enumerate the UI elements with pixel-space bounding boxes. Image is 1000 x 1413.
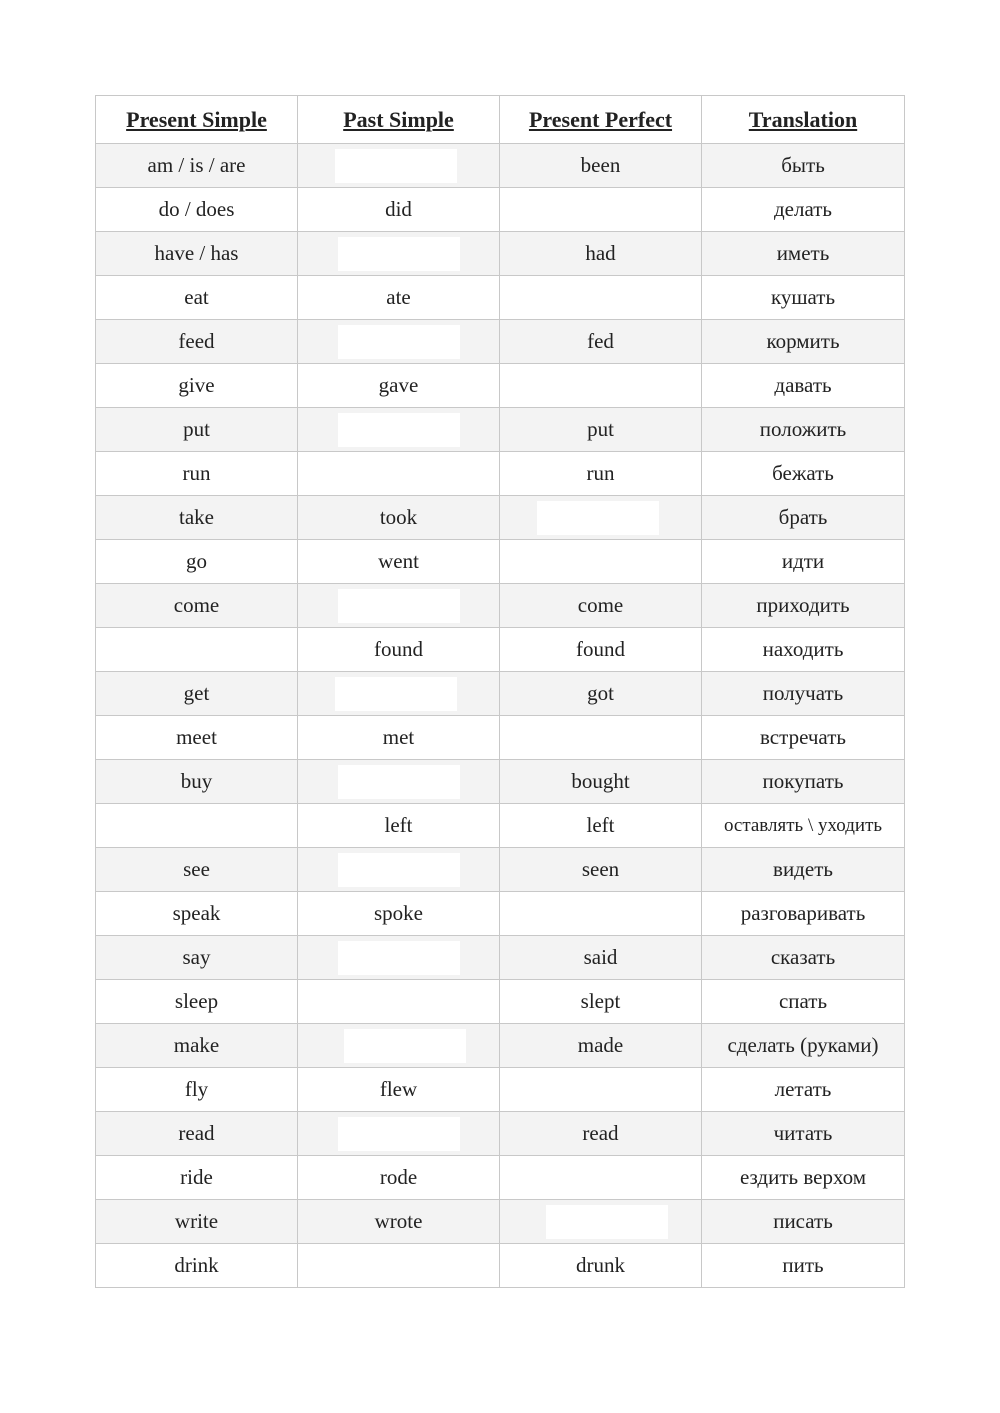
past-simple-cell[interactable] [298, 584, 500, 628]
header-past-simple: Past Simple [298, 96, 500, 144]
past-simple-cell [298, 628, 500, 672]
perfect-text: found [576, 637, 625, 661]
present-simple-cell [96, 672, 298, 716]
present-simple-cell [96, 364, 298, 408]
answer-input[interactable] [537, 501, 659, 535]
past-simple-cell [298, 1200, 500, 1244]
present-simple-cell [96, 1112, 298, 1156]
present-perfect-cell [500, 1024, 702, 1068]
table-row [96, 1244, 905, 1288]
past-text: left [384, 813, 413, 837]
answer-input[interactable] [546, 1205, 668, 1239]
table-row [96, 1024, 905, 1068]
header-translation: Translation [702, 96, 905, 144]
perfect-text: put [587, 417, 614, 441]
header-present-perfect: Present Perfect [500, 96, 702, 144]
translation-cell [702, 188, 905, 232]
translation-cell [702, 276, 905, 320]
translation-text: бежать [772, 461, 834, 485]
present-text: put [183, 417, 210, 441]
present-text: meet [176, 725, 217, 749]
present-text: drink [174, 1253, 219, 1277]
translation-cell [702, 1024, 905, 1068]
present-perfect-cell [500, 716, 702, 760]
translation-text: писать [773, 1209, 833, 1233]
past-simple-cell[interactable] [298, 848, 500, 892]
translation-cell [702, 936, 905, 980]
present-simple-cell [96, 584, 298, 628]
answer-input[interactable] [335, 149, 457, 183]
translation-cell [702, 1200, 905, 1244]
past-text: went [378, 549, 419, 573]
present-perfect-cell [500, 232, 702, 276]
present-simple-cell [96, 188, 298, 232]
past-simple-cell[interactable] [298, 144, 500, 188]
answer-input[interactable] [338, 765, 460, 799]
table-row [96, 408, 905, 452]
present-text: say [182, 945, 211, 969]
table-row [96, 1156, 905, 1200]
present-text: go [186, 549, 207, 573]
answer-input[interactable] [344, 1029, 466, 1063]
translation-text: быть [781, 153, 825, 177]
translation-cell [702, 364, 905, 408]
past-simple-cell[interactable] [298, 1024, 500, 1068]
past-simple-cell [298, 892, 500, 936]
past-text: found [374, 637, 423, 661]
present-perfect-cell [500, 540, 702, 584]
present-text: read [178, 1121, 215, 1145]
perfect-text: made [577, 1033, 624, 1057]
translation-text: идти [781, 549, 825, 573]
translation-text: иметь [776, 241, 830, 265]
answer-input[interactable] [338, 237, 460, 271]
past-text: gave [378, 373, 419, 397]
present-perfect-cell [500, 1068, 702, 1112]
answer-input[interactable] [338, 413, 460, 447]
table-row [96, 980, 905, 1024]
present-perfect-cell [500, 980, 702, 1024]
translation-cell [702, 320, 905, 364]
translation-text: ездить верхом [739, 1165, 867, 1189]
perfect-text: had [585, 241, 616, 265]
past-text: did [385, 197, 412, 221]
present-perfect-cell [500, 364, 702, 408]
translation-text: летать [774, 1077, 832, 1101]
present-text: run [182, 461, 211, 485]
present-perfect-cell [500, 584, 702, 628]
present-simple-cell [96, 452, 298, 496]
present-text: have / has [154, 241, 239, 265]
present-simple-cell [96, 1156, 298, 1200]
present-text: speak [172, 901, 221, 925]
past-simple-cell[interactable] [298, 1112, 500, 1156]
present-text: get [183, 681, 210, 705]
translation-cell [702, 232, 905, 276]
table-row [96, 452, 905, 496]
table-row [96, 232, 905, 276]
table-row [96, 364, 905, 408]
present-perfect-cell [500, 452, 702, 496]
present-perfect-cell [500, 276, 702, 320]
perfect-text: read [582, 1121, 619, 1145]
present-perfect-cell [500, 936, 702, 980]
translation-text: брать [778, 505, 828, 529]
present-simple-cell [96, 540, 298, 584]
present-text: write [174, 1209, 219, 1233]
table-row [96, 540, 905, 584]
table-row [96, 628, 905, 672]
table-row [96, 848, 905, 892]
translation-text: видеть [773, 857, 833, 881]
translation-text: получать [762, 681, 844, 705]
perfect-text: fed [587, 329, 614, 353]
perfect-text: said [583, 945, 618, 969]
answer-input[interactable] [338, 941, 460, 975]
translation-cell [702, 804, 905, 848]
translation-cell [702, 1068, 905, 1112]
past-simple-cell [298, 188, 500, 232]
past-simple-cell [298, 364, 500, 408]
present-perfect-cell [500, 848, 702, 892]
translation-text: оставлять \ уходить [723, 815, 883, 836]
translation-text: спать [778, 989, 828, 1013]
past-text: ate [386, 285, 411, 309]
present-simple-cell [96, 496, 298, 540]
translation-text: читать [773, 1121, 833, 1145]
header-row [96, 96, 905, 144]
perfect-text: come [577, 593, 624, 617]
present-perfect-cell [500, 1112, 702, 1156]
present-text: make [173, 1033, 220, 1057]
perfect-text: bought [571, 769, 630, 793]
present-perfect-cell [500, 892, 702, 936]
translation-cell [702, 760, 905, 804]
translation-text: положить [759, 417, 847, 441]
translation-cell [702, 672, 905, 716]
translation-cell [702, 1112, 905, 1156]
present-simple-cell [96, 276, 298, 320]
present-perfect-cell [500, 760, 702, 804]
perfect-text: drunk [576, 1253, 625, 1277]
answer-input[interactable] [338, 853, 460, 887]
translation-text: встречать [760, 725, 846, 749]
translation-cell [702, 980, 905, 1024]
table-row [96, 804, 905, 848]
perfect-text: got [587, 681, 614, 705]
translation-text: давать [774, 373, 832, 397]
present-simple-cell [96, 232, 298, 276]
present-perfect-cell [500, 188, 702, 232]
past-text: met [382, 725, 415, 749]
present-simple-cell [96, 760, 298, 804]
present-simple-cell [96, 716, 298, 760]
table-row [96, 1200, 905, 1244]
table-row [96, 144, 905, 188]
present-simple-cell [96, 408, 298, 452]
present-text: ride [180, 1165, 213, 1189]
translation-text: кушать [770, 285, 836, 309]
table-row [96, 1112, 905, 1156]
present-simple-cell [96, 1200, 298, 1244]
translation-cell [702, 1156, 905, 1200]
past-simple-cell [298, 980, 500, 1024]
present-text: buy [180, 769, 213, 793]
present-simple-cell [96, 936, 298, 980]
past-text: rode [379, 1165, 418, 1189]
past-simple-cell [298, 716, 500, 760]
present-perfect-cell [500, 1244, 702, 1288]
present-text: sleep [174, 989, 219, 1013]
present-perfect-cell [500, 1156, 702, 1200]
translation-text: пить [782, 1253, 824, 1277]
table-row [96, 276, 905, 320]
present-text: take [179, 505, 214, 529]
past-simple-cell[interactable] [298, 760, 500, 804]
present-simple-cell [96, 1024, 298, 1068]
past-simple-cell [298, 1156, 500, 1200]
translation-text: находить [762, 637, 844, 661]
past-simple-cell [298, 804, 500, 848]
present-simple-cell [96, 804, 298, 848]
present-perfect-cell [500, 320, 702, 364]
translation-text: сделать (руками) [727, 1033, 879, 1057]
past-simple-cell [298, 276, 500, 320]
irregular-verbs-table [95, 95, 905, 1288]
table-row [96, 320, 905, 364]
present-perfect-cell[interactable] [500, 1200, 702, 1244]
present-text: fly [184, 1077, 209, 1101]
table-row [96, 672, 905, 716]
translation-text: кормить [766, 329, 840, 353]
translation-text: приходить [756, 593, 850, 617]
perfect-text: slept [580, 989, 621, 1013]
past-simple-cell[interactable] [298, 672, 500, 716]
answer-input[interactable] [335, 677, 457, 711]
translation-cell [702, 1244, 905, 1288]
past-simple-cell[interactable] [298, 232, 500, 276]
past-text: flew [379, 1077, 418, 1101]
answer-input[interactable] [338, 589, 460, 623]
table-row [96, 584, 905, 628]
table-row [96, 1068, 905, 1112]
table-row [96, 760, 905, 804]
table-row [96, 188, 905, 232]
past-text: took [379, 505, 418, 529]
past-simple-cell[interactable] [298, 320, 500, 364]
past-simple-cell [298, 452, 500, 496]
translation-cell [702, 144, 905, 188]
translation-text: разговаривать [740, 901, 866, 925]
present-simple-cell [96, 144, 298, 188]
present-simple-cell [96, 848, 298, 892]
translation-cell [702, 540, 905, 584]
present-text: come [173, 593, 220, 617]
header-present-simple: Present Simple [96, 96, 298, 144]
translation-text: делать [773, 197, 833, 221]
present-perfect-cell[interactable] [500, 496, 702, 540]
table-row [96, 892, 905, 936]
present-text: do / does [158, 197, 235, 221]
past-simple-cell [298, 1068, 500, 1112]
translation-cell [702, 496, 905, 540]
present-text: give [178, 373, 215, 397]
present-simple-cell [96, 1068, 298, 1112]
past-text: wrote [374, 1209, 423, 1233]
present-perfect-cell [500, 672, 702, 716]
present-simple-cell [96, 320, 298, 364]
present-perfect-cell [500, 804, 702, 848]
present-perfect-cell [500, 628, 702, 672]
translation-cell [702, 848, 905, 892]
perfect-text: seen [581, 857, 620, 881]
past-simple-cell [298, 1244, 500, 1288]
present-perfect-cell [500, 408, 702, 452]
answer-input[interactable] [338, 325, 460, 359]
perfect-text: run [586, 461, 615, 485]
present-text: am / is / are [147, 153, 246, 177]
past-simple-cell [298, 496, 500, 540]
present-simple-cell [96, 1244, 298, 1288]
present-simple-cell [96, 980, 298, 1024]
answer-input[interactable] [338, 1117, 460, 1151]
table-row [96, 936, 905, 980]
translation-cell [702, 584, 905, 628]
past-text: spoke [374, 901, 423, 925]
present-simple-cell [96, 892, 298, 936]
present-text: see [183, 857, 210, 881]
translation-cell [702, 628, 905, 672]
perfect-text: left [586, 813, 615, 837]
past-simple-cell[interactable] [298, 408, 500, 452]
table-row [96, 496, 905, 540]
translation-text: сказать [770, 945, 836, 969]
present-text: eat [184, 285, 209, 309]
translation-cell [702, 716, 905, 760]
translation-cell [702, 892, 905, 936]
translation-cell [702, 452, 905, 496]
translation-text: покупать [762, 769, 844, 793]
table-row [96, 716, 905, 760]
past-simple-cell [298, 540, 500, 584]
present-text: feed [178, 329, 215, 353]
perfect-text: been [580, 153, 621, 177]
past-simple-cell[interactable] [298, 936, 500, 980]
present-simple-cell [96, 628, 298, 672]
translation-cell [702, 408, 905, 452]
worksheet [95, 95, 904, 1288]
present-perfect-cell [500, 144, 702, 188]
